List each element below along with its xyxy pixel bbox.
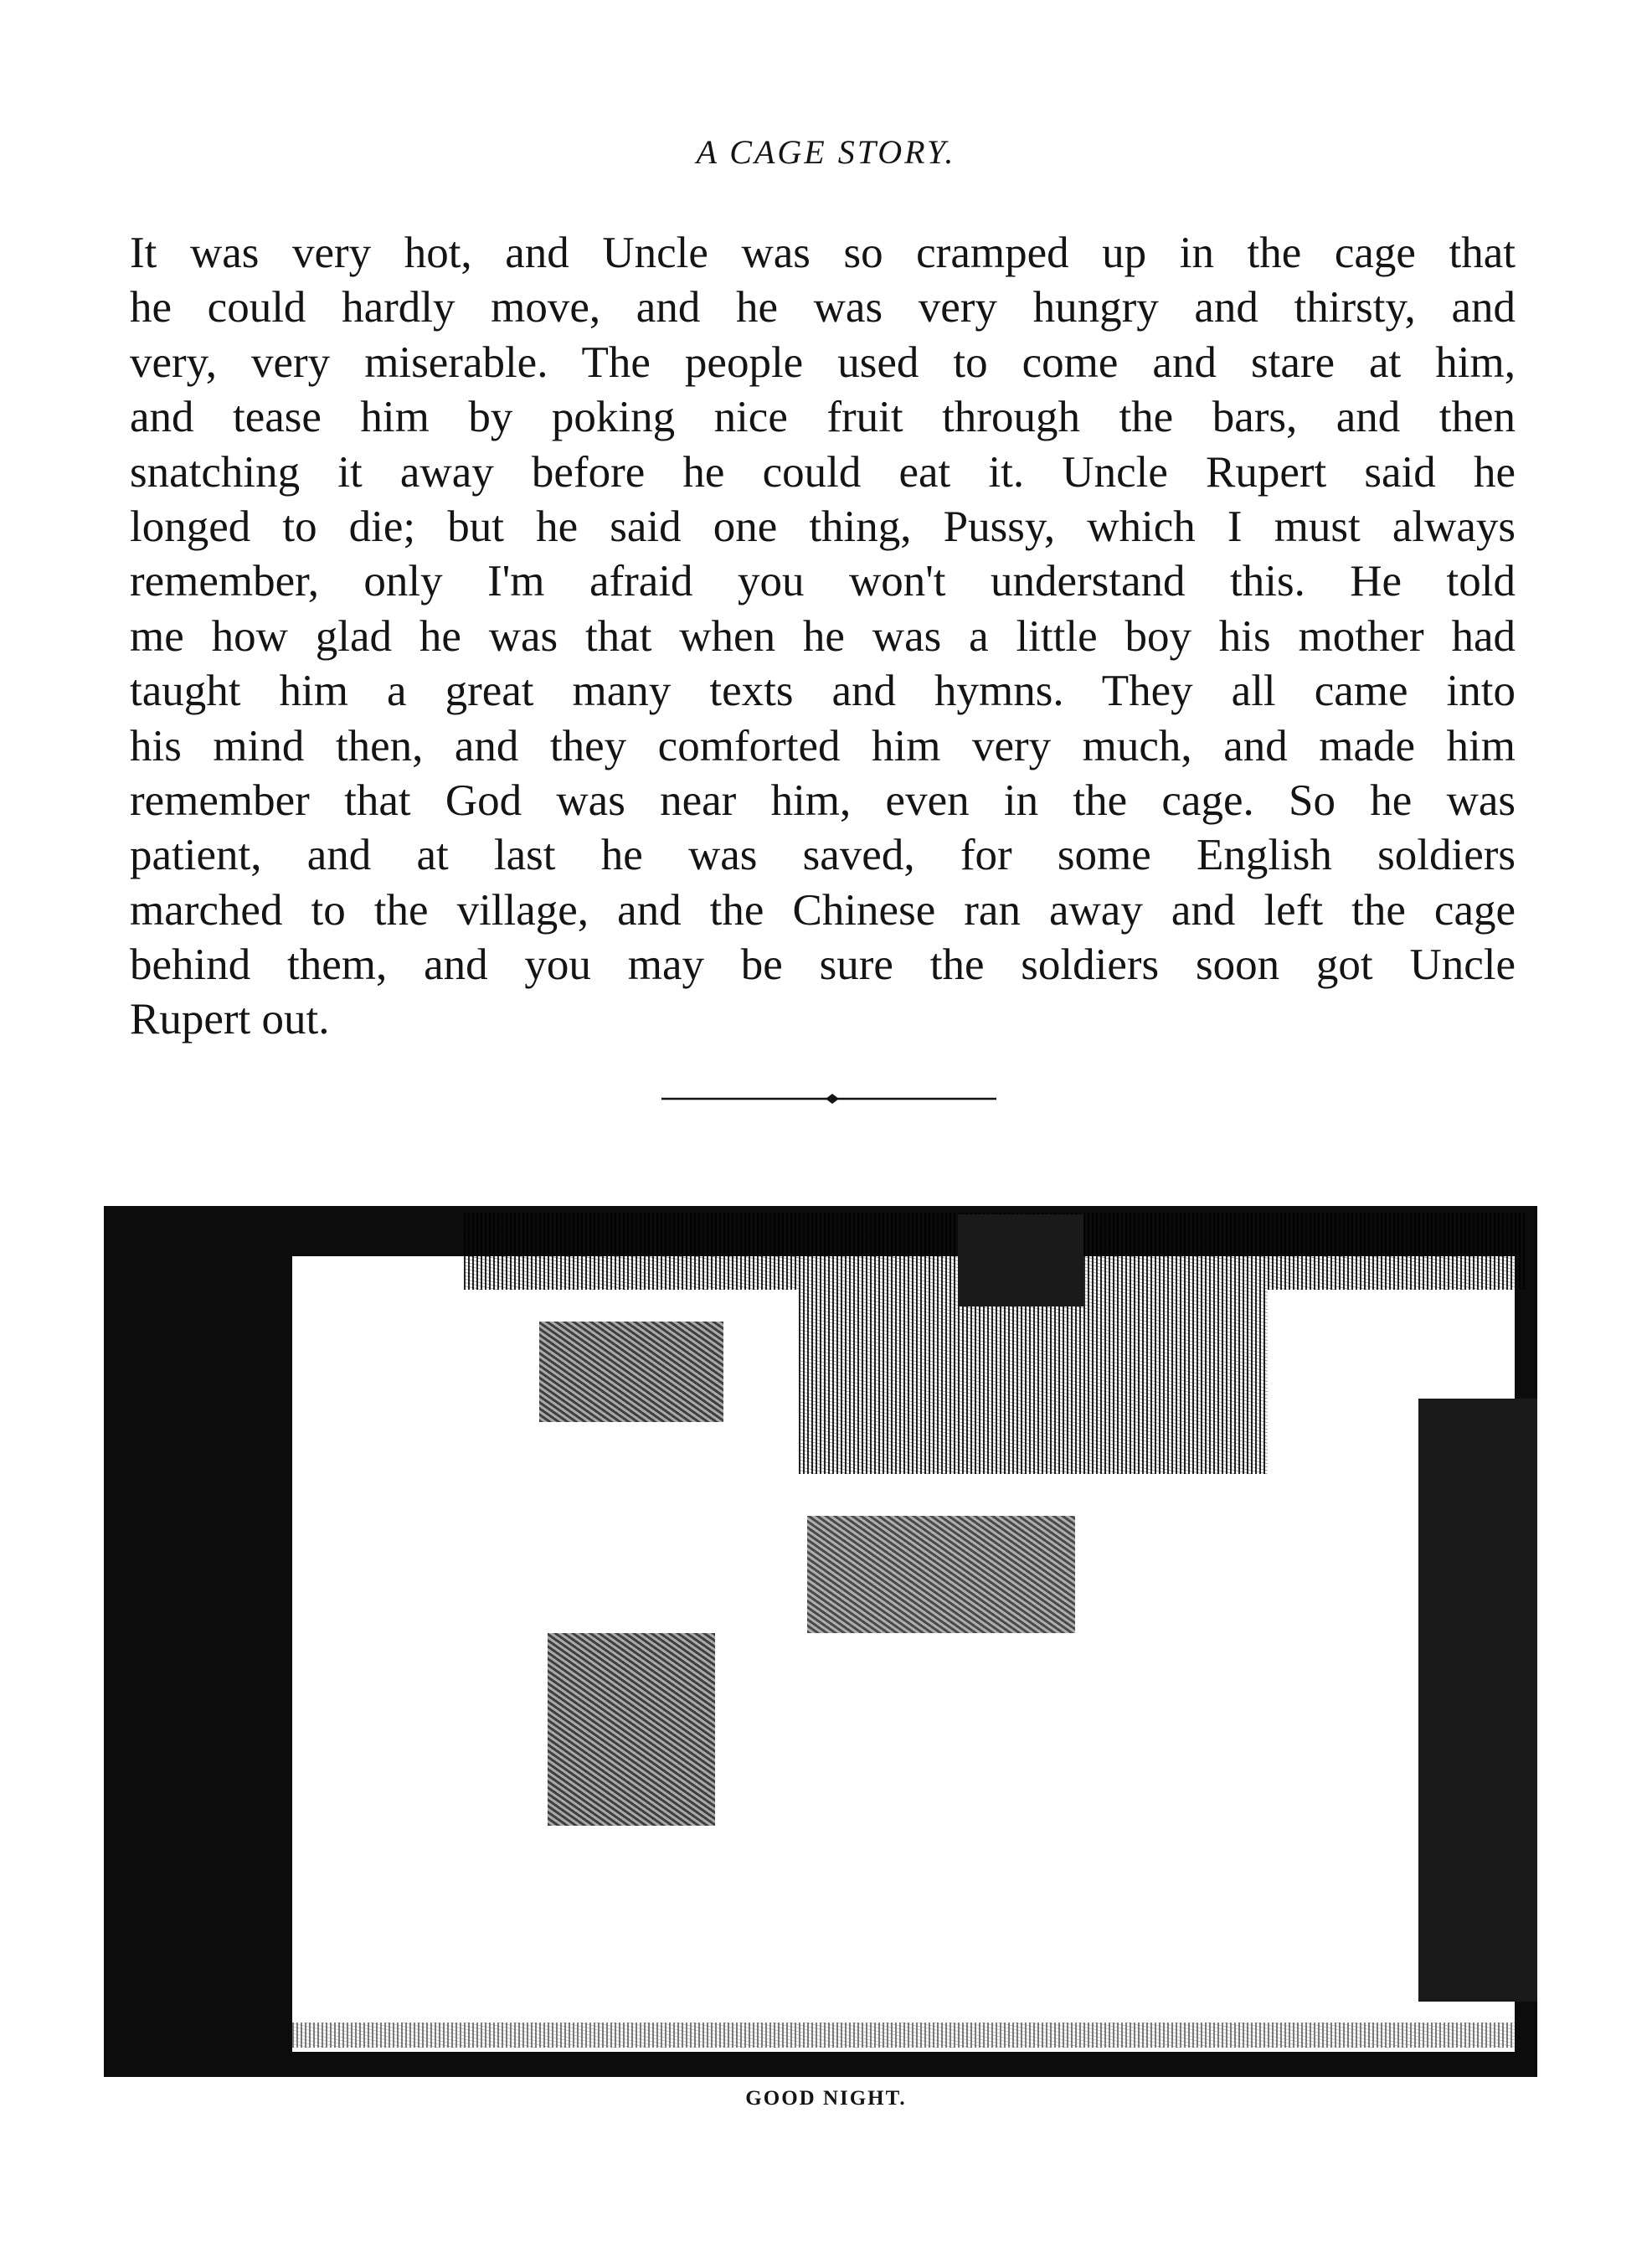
text-line: remember, only I'm afraid you won't understand this. He told — [130, 557, 1516, 606]
text-line: very, very miserable. The people used to come and stare at him, — [130, 338, 1516, 387]
right-wall-shadow — [1418, 1399, 1537, 2002]
cage-bars-upper — [799, 1290, 1268, 1474]
engraved-detail-hand — [539, 1322, 723, 1422]
text-line: remember that God was near him, even in the cage. So he was — [130, 776, 1516, 825]
body-text — [130, 226, 1516, 1048]
engraved-detail-figure — [548, 1633, 715, 1826]
section-divider-ornament — [661, 1089, 996, 1109]
floor-hatching — [292, 2023, 1515, 2048]
text-line: patient, and at last he was saved, for some English soldiers — [130, 831, 1516, 880]
text-line: behind them, and you may be sure the soldiers soon got Uncle — [130, 940, 1516, 990]
engraving-illustration — [104, 1206, 1537, 2077]
text-line: longed to die; but he said one thing, Pussy, which I must always — [130, 502, 1516, 551]
text-line: It was very hot, and Uncle was so cramped up in the cage that — [130, 229, 1516, 277]
text-line: marched to the village, and the Chinese ran away and left the cage — [130, 885, 1516, 935]
text-line: me how glad he was that when he was a little boy his mother had — [130, 611, 1516, 661]
text-line: snatching it away before he could eat it. Uncle Rupert said he — [130, 447, 1516, 497]
text-line: and tease him by poking nice fruit through the bars, and then — [130, 393, 1516, 442]
text-line: he could hardly move, and he was very hungry and thirsty, and — [130, 283, 1516, 332]
text-line: his mind then, and they comforted him very much, and made him — [130, 721, 1516, 770]
dark-corner — [958, 1214, 1083, 1306]
engraved-detail-drapery — [807, 1516, 1075, 1633]
running-head: A CAGE STORY. — [696, 133, 956, 171]
text-line: taught him a great many texts and hymns. They all came into — [130, 667, 1516, 716]
illustration-caption: GOOD NIGHT. — [745, 2087, 907, 2110]
text-line: Rupert out. — [130, 995, 330, 1044]
